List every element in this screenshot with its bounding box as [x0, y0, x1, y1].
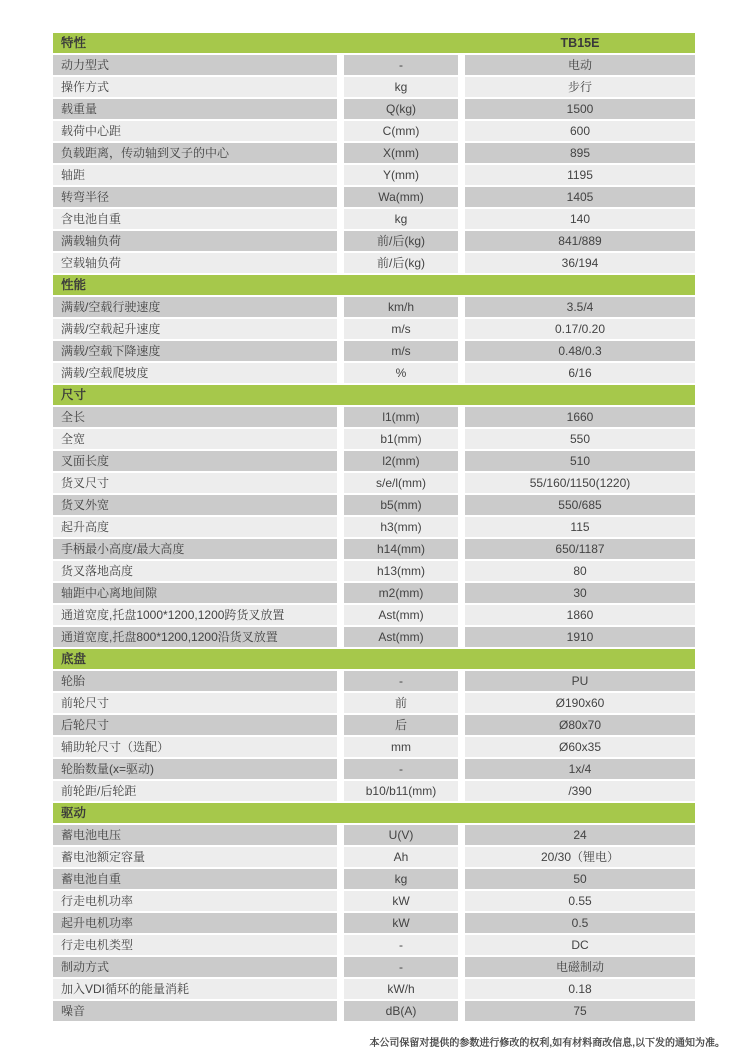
table-row	[53, 363, 695, 383]
table-row	[53, 165, 695, 185]
cell-unit: Wa(mm)	[344, 187, 458, 207]
table-row	[53, 429, 695, 449]
table-row	[53, 847, 695, 867]
cell-value: 3.5/4	[465, 297, 695, 317]
cell-label: 辅助轮尺寸（选配）	[53, 737, 337, 757]
cell-value: 电动	[465, 55, 695, 75]
table-row	[53, 759, 695, 779]
cell-label: 起升高度	[53, 517, 337, 537]
cell-value: 650/1187	[465, 539, 695, 559]
cell-unit: b10/b11(mm)	[344, 781, 458, 801]
cell-unit: km/h	[344, 297, 458, 317]
disclaimer-note: 本公司保留对提供的参数进行修改的权利,如有材料商改信息,以下发的通知为准。	[369, 1038, 725, 1049]
cell-label: 通道宽度,托盘800*1200,1200沿货叉放置	[53, 627, 337, 647]
cell-unit: dB(A)	[344, 1001, 458, 1021]
cell-value: 36/194	[465, 253, 695, 273]
table-row	[53, 693, 695, 713]
cell-unit: h13(mm)	[344, 561, 458, 581]
cell-unit: %	[344, 363, 458, 383]
table-row	[53, 605, 695, 625]
cell-value: 1x/4	[465, 759, 695, 779]
cell-unit: kW	[344, 891, 458, 911]
cell-label: 负载距离，传动轴到叉子的中心	[53, 143, 337, 163]
section-header-row: 尺寸	[53, 385, 695, 405]
cell-label: 后轮尺寸	[53, 715, 337, 735]
cell-value: 电磁制动	[465, 957, 695, 977]
table-row	[53, 473, 695, 493]
cell-unit: m2(mm)	[344, 583, 458, 603]
cell-label: 轮胎	[53, 671, 337, 691]
cell-label: 满载/空载起升速度	[53, 319, 337, 339]
cell-value: 80	[465, 561, 695, 581]
cell-unit: m/s	[344, 319, 458, 339]
cell-label: 蓄电池额定容量	[53, 847, 337, 867]
table-row	[53, 869, 695, 889]
cell-unit: b5(mm)	[344, 495, 458, 515]
cell-label: 满载轴负荷	[53, 231, 337, 251]
cell-value: 1500	[465, 99, 695, 119]
cell-unit: -	[344, 759, 458, 779]
table-row	[53, 121, 695, 141]
section-header-row: 性能	[53, 275, 695, 295]
table-row	[53, 561, 695, 581]
cell-label: 载重量	[53, 99, 337, 119]
cell-label: 叉面长度	[53, 451, 337, 471]
table-header-row	[53, 33, 695, 53]
cell-label: 前轮距/后轮距	[53, 781, 337, 801]
cell-unit: s/e/l(mm)	[344, 473, 458, 493]
cell-unit: 前/后(kg)	[344, 253, 458, 273]
table-row	[53, 297, 695, 317]
table-row	[53, 1001, 695, 1021]
table-row	[53, 935, 695, 955]
table-body	[53, 55, 695, 1021]
cell-label: 货叉落地高度	[53, 561, 337, 581]
cell-unit: -	[344, 957, 458, 977]
cell-unit: -	[344, 671, 458, 691]
cell-label: 起升电机功率	[53, 913, 337, 933]
cell-label: 前轮尺寸	[53, 693, 337, 713]
section-header-row: 底盘	[53, 649, 695, 669]
cell-label: 动力型式	[53, 55, 337, 75]
cell-value: 75	[465, 1001, 695, 1021]
cell-value: 0.18	[465, 979, 695, 999]
table-row	[53, 495, 695, 515]
cell-value: 841/889	[465, 231, 695, 251]
cell-unit: Q(kg)	[344, 99, 458, 119]
table-row	[53, 913, 695, 933]
cell-unit: h3(mm)	[344, 517, 458, 537]
cell-unit: mm	[344, 737, 458, 757]
cell-label: 满载/空载行驶速度	[53, 297, 337, 317]
table-header-model-label: TB15E	[560, 36, 600, 50]
cell-value: 步行	[465, 77, 695, 97]
cell-value: Ø80x70	[465, 715, 695, 735]
table-row	[53, 891, 695, 911]
cell-label: 轴距中心离地间隙	[53, 583, 337, 603]
cell-value: 0.55	[465, 891, 695, 911]
table-row	[53, 77, 695, 97]
table-row	[53, 319, 695, 339]
cell-value: 20/30（锂电）	[465, 847, 695, 867]
table-row	[53, 539, 695, 559]
cell-value: 600	[465, 121, 695, 141]
cell-unit: Ast(mm)	[344, 605, 458, 625]
cell-unit: -	[344, 55, 458, 75]
cell-unit: U(V)	[344, 825, 458, 845]
table-row	[53, 187, 695, 207]
table-row	[53, 143, 695, 163]
cell-value: 0.48/0.3	[465, 341, 695, 361]
table-row	[53, 341, 695, 361]
table-row	[53, 715, 695, 735]
cell-unit: kg	[344, 77, 458, 97]
cell-label: 手柄最小高度/最大高度	[53, 539, 337, 559]
table-row	[53, 737, 695, 757]
cell-label: 制动方式	[53, 957, 337, 977]
cell-value: PU	[465, 671, 695, 691]
cell-unit: kW/h	[344, 979, 458, 999]
cell-label: 噪音	[53, 1001, 337, 1021]
cell-unit: kW	[344, 913, 458, 933]
table-row	[53, 583, 695, 603]
section-header-row: 驱动	[53, 803, 695, 823]
cell-label: 全宽	[53, 429, 337, 449]
cell-label: 满载/空载爬坡度	[53, 363, 337, 383]
cell-unit: h14(mm)	[344, 539, 458, 559]
cell-label: 行走电机功率	[53, 891, 337, 911]
cell-unit: l1(mm)	[344, 407, 458, 427]
cell-label: 操作方式	[53, 77, 337, 97]
table-row	[53, 627, 695, 647]
cell-value: 1660	[465, 407, 695, 427]
cell-unit: Y(mm)	[344, 165, 458, 185]
cell-value: 140	[465, 209, 695, 229]
cell-label: 轴距	[53, 165, 337, 185]
cell-value: 30	[465, 583, 695, 603]
cell-value: Ø60x35	[465, 737, 695, 757]
cell-unit: X(mm)	[344, 143, 458, 163]
cell-value: 0.17/0.20	[465, 319, 695, 339]
cell-value: 1860	[465, 605, 695, 625]
cell-value: 115	[465, 517, 695, 537]
cell-value: 1405	[465, 187, 695, 207]
cell-unit: C(mm)	[344, 121, 458, 141]
cell-value: 1195	[465, 165, 695, 185]
table-row	[53, 451, 695, 471]
cell-label: 货叉外宽	[53, 495, 337, 515]
cell-label: 空载轴负荷	[53, 253, 337, 273]
table-row	[53, 825, 695, 845]
cell-value: 550/685	[465, 495, 695, 515]
cell-label: 含电池自重	[53, 209, 337, 229]
table-row	[53, 99, 695, 119]
table-row	[53, 517, 695, 537]
cell-unit: m/s	[344, 341, 458, 361]
table-row	[53, 407, 695, 427]
cell-label: 行走电机类型	[53, 935, 337, 955]
cell-unit: 前/后(kg)	[344, 231, 458, 251]
cell-label: 轮胎数量(x=驱动)	[53, 759, 337, 779]
cell-unit: -	[344, 935, 458, 955]
table-row	[53, 671, 695, 691]
table-header-feature-label: 特性	[61, 36, 87, 50]
cell-unit: Ast(mm)	[344, 627, 458, 647]
table-row	[53, 55, 695, 75]
table-row	[53, 957, 695, 977]
cell-unit: 前	[344, 693, 458, 713]
cell-unit: 后	[344, 715, 458, 735]
table-row	[53, 209, 695, 229]
spec-table	[53, 33, 695, 1023]
cell-value: Ø190x60	[465, 693, 695, 713]
cell-label: 通道宽度,托盘1000*1200,1200跨货叉放置	[53, 605, 337, 625]
cell-label: 满载/空载下降速度	[53, 341, 337, 361]
cell-value: 550	[465, 429, 695, 449]
cell-label: 蓄电池电压	[53, 825, 337, 845]
cell-label: 全长	[53, 407, 337, 427]
cell-unit: kg	[344, 209, 458, 229]
table-row	[53, 781, 695, 801]
cell-label: 蓄电池自重	[53, 869, 337, 889]
cell-value: DC	[465, 935, 695, 955]
cell-label: 载荷中心距	[53, 121, 337, 141]
cell-value: 24	[465, 825, 695, 845]
cell-label: 转弯半径	[53, 187, 337, 207]
cell-value: 50	[465, 869, 695, 889]
cell-label: 货叉尺寸	[53, 473, 337, 493]
cell-unit: b1(mm)	[344, 429, 458, 449]
cell-value: /390	[465, 781, 695, 801]
cell-unit: l2(mm)	[344, 451, 458, 471]
cell-value: 510	[465, 451, 695, 471]
table-row	[53, 979, 695, 999]
cell-value: 895	[465, 143, 695, 163]
cell-unit: kg	[344, 869, 458, 889]
cell-value: 1910	[465, 627, 695, 647]
table-row	[53, 253, 695, 273]
cell-label: 加入VDI循环的能量消耗	[53, 979, 337, 999]
cell-value: 6/16	[465, 363, 695, 383]
cell-unit: Ah	[344, 847, 458, 867]
cell-value: 0.5	[465, 913, 695, 933]
cell-value: 55/160/1150(1220)	[465, 473, 695, 493]
table-row	[53, 231, 695, 251]
